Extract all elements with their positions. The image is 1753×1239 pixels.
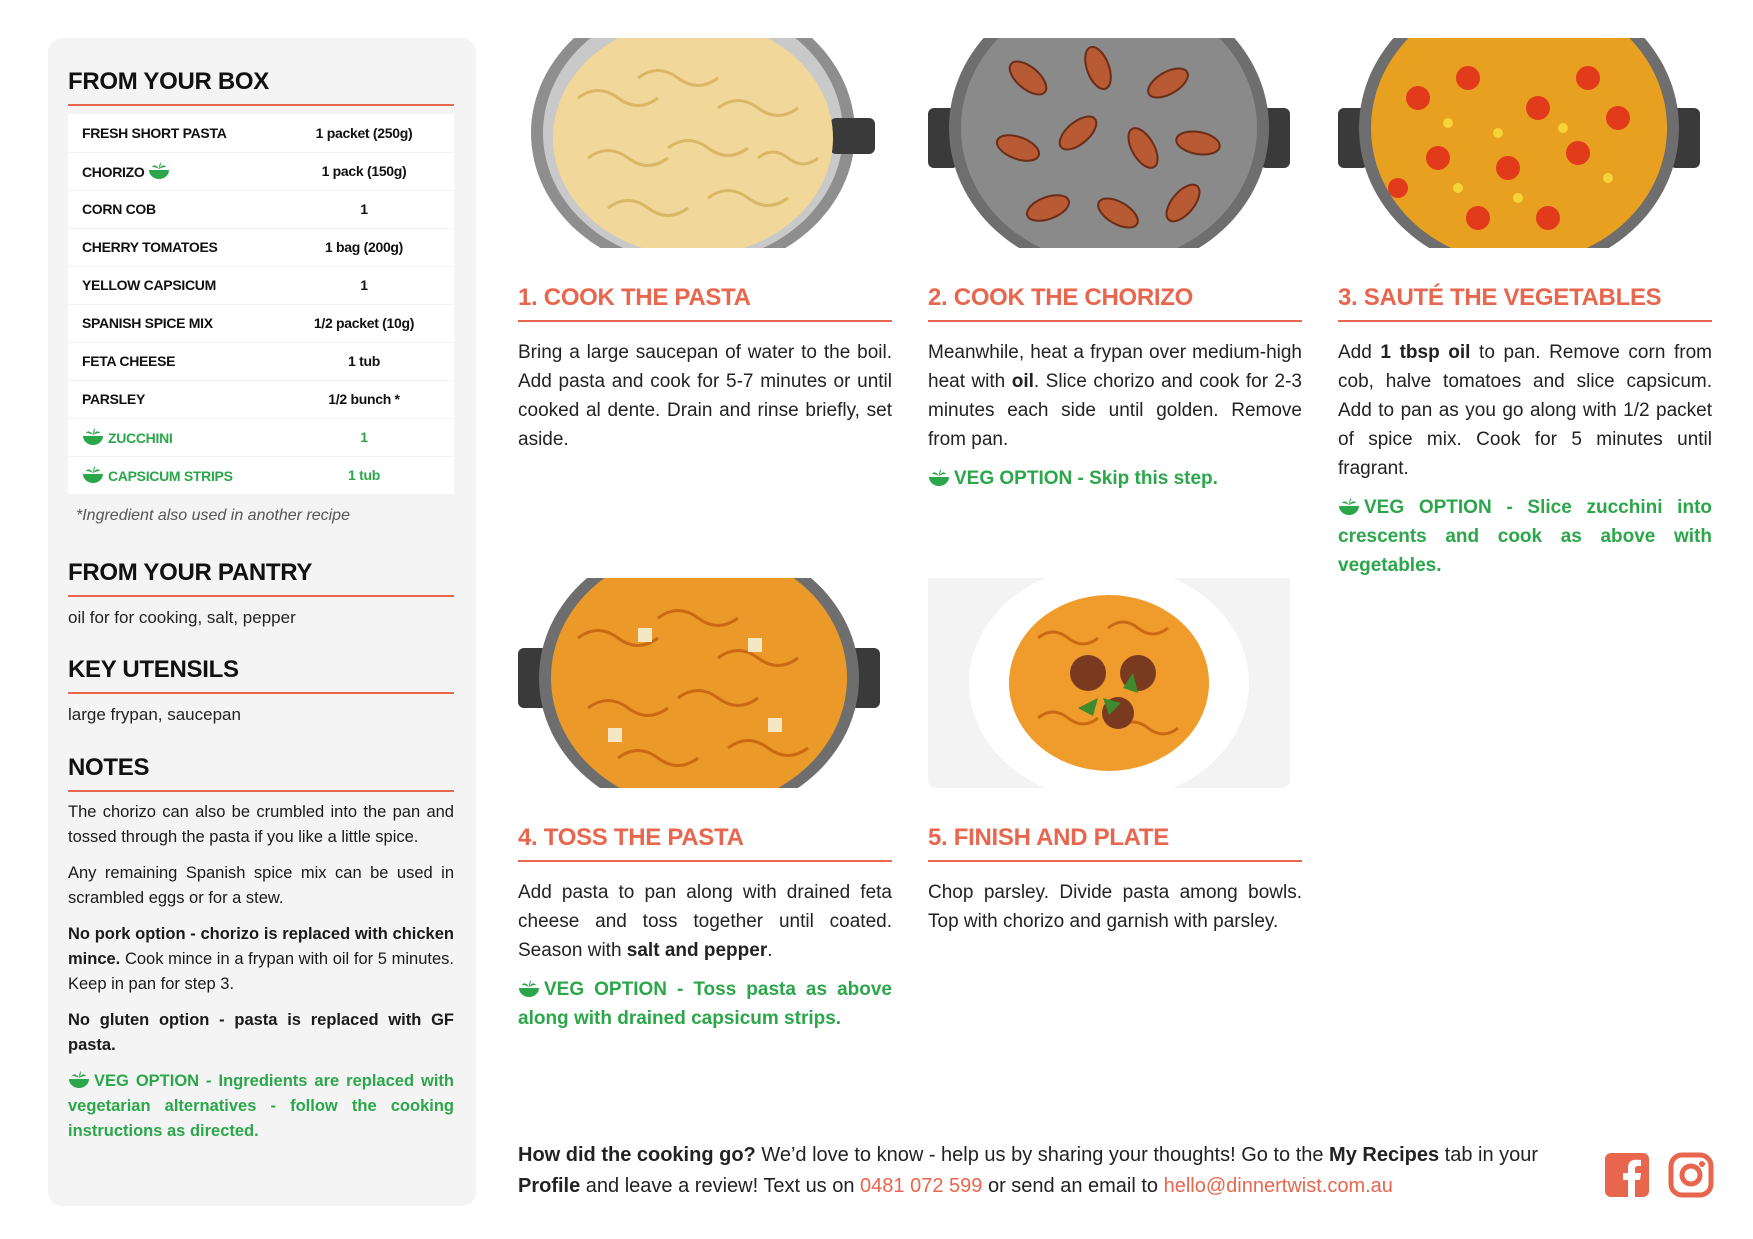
- utensils-text: large frypan, saucepan: [68, 704, 241, 724]
- veg-bowl-icon: [928, 469, 950, 487]
- veg-bowl-icon: [82, 466, 104, 484]
- step-4: [518, 578, 892, 1033]
- step-bold: 1 tbsp oil: [1380, 342, 1471, 363]
- step-text: Add pasta to pan along with drained feta cheese and toss together until coated. Season with: [518, 882, 892, 961]
- phone-link[interactable]: 0481 072 599: [860, 1175, 983, 1197]
- footer-my-recipes: My Recipes: [1329, 1144, 1440, 1166]
- footer-text: or send an email to: [982, 1175, 1164, 1197]
- ingredient-qty: 1: [274, 266, 454, 304]
- step-1: [518, 38, 892, 454]
- note-text: Cook mince in a frypan with oil for 5 minutes. Keep in pan for step 3.: [68, 949, 454, 993]
- veg-note-text: VEG OPTION - Slice zucchini into crescents and cook as above with vegetables.: [1338, 497, 1712, 576]
- table-row: [68, 380, 454, 418]
- ingredient-qty: 1: [274, 190, 454, 228]
- note-paragraph: The chorizo can also be crumbled into the pan and tossed through the pasta if you like a little spice.: [68, 802, 454, 846]
- table-row: [68, 228, 454, 266]
- key-utensils-title: KEY UTENSILS: [68, 656, 454, 694]
- veg-note-text: VEG OPTION - Skip this step.: [954, 468, 1218, 489]
- step-text: .: [767, 940, 773, 961]
- step-4-title: 4. TOSS THE PASTA: [518, 824, 892, 862]
- step-3-body: [1338, 338, 1712, 483]
- ingredient-name: CORN COB: [68, 190, 274, 228]
- veg-bowl-icon: [1338, 498, 1360, 516]
- step-2-photo: [928, 38, 1290, 248]
- step-3: [1338, 38, 1712, 580]
- feedback-footer: [518, 1140, 1578, 1202]
- pantry-text: oil for for cooking, salt, pepper: [68, 607, 296, 627]
- step-text: to pan. Remove corn from cob, halve tomatoes and slice capsicum. Add to pan as you go along with 1/2 packet of spice mix. Cook for 5 minutes until fragrant.: [1338, 342, 1712, 479]
- step-text: Meanwhile, heat a frypan over medium-high heat with: [928, 342, 1302, 392]
- ingredient-name: CHORIZO: [82, 164, 145, 180]
- footer-profile: Profile: [518, 1175, 581, 1197]
- from-your-box-title: FROM YOUR BOX: [68, 68, 454, 106]
- sidebar: [48, 38, 476, 1206]
- ingredient-name: SPANISH SPICE MIX: [68, 304, 274, 342]
- ingredient-qty: 1 tub: [274, 342, 454, 380]
- instagram-icon[interactable]: [1668, 1152, 1714, 1198]
- ingredient-name: FRESH SHORT PASTA: [68, 114, 274, 152]
- ingredient-qty: 1 tub: [274, 456, 454, 494]
- table-row: [68, 342, 454, 380]
- ingredient-qty: 1: [274, 418, 454, 456]
- ingredient-name: YELLOW CAPSICUM: [68, 266, 274, 304]
- step-bold: salt and pepper: [626, 940, 768, 961]
- veg-note-text: VEG OPTION - Toss pasta as above along with drained capsicum strips.: [518, 979, 892, 1029]
- step-5-body: Chop parsley. Divide pasta among bowls. Top with chorizo and garnish with parsley.: [928, 882, 1302, 932]
- ingredient-name: PARSLEY: [68, 380, 274, 418]
- from-your-pantry-title: FROM YOUR PANTRY: [68, 559, 454, 597]
- ingredient-footnote: *Ingredient also used in another recipe: [76, 506, 350, 524]
- step-3-veg-note: [1338, 493, 1712, 580]
- step-1-title: 1. COOK THE PASTA: [518, 284, 892, 322]
- step-1-photo: [518, 38, 880, 248]
- veg-note-text: VEG OPTION - Ingredients are replaced with vegetarian alternatives - follow the cooking instructions as directed.: [68, 1071, 454, 1140]
- step-4-body: [518, 878, 892, 965]
- table-row: [68, 304, 454, 342]
- ingredient-name: CAPSICUM STRIPS: [108, 468, 233, 484]
- ingredient-qty: 1 bag (200g): [274, 228, 454, 266]
- facebook-icon[interactable]: [1604, 1152, 1650, 1198]
- step-1-body: Bring a large saucepan of water to the boil. Add pasta and cook for 5-7 minutes or until cooked al dente. Drain and rinse briefly, set aside.: [518, 342, 892, 450]
- ingredient-qty: 1/2 packet (10g): [274, 304, 454, 342]
- note-paragraph: [68, 1008, 454, 1058]
- veg-bowl-icon: [518, 980, 540, 998]
- footer-text: We’d love to know - help us by sharing your thoughts! Go to the: [755, 1144, 1330, 1166]
- footer-text: tab in your: [1439, 1144, 1539, 1166]
- ingredient-name: ZUCCHINI: [108, 430, 173, 446]
- step-3-photo: [1338, 38, 1700, 248]
- notes-title: NOTES: [68, 754, 454, 792]
- veg-bowl-icon: [82, 428, 104, 446]
- step-4-veg-note: [518, 975, 892, 1033]
- step-2-title: 2. COOK THE CHORIZO: [928, 284, 1302, 322]
- footer-question: How did the cooking go?: [518, 1144, 756, 1166]
- step-2: [928, 38, 1302, 493]
- note-paragraph: Any remaining Spanish spice mix can be used in scrambled eggs or for a stew.: [68, 863, 454, 907]
- step-2-body: [928, 338, 1302, 454]
- table-row: [68, 456, 454, 494]
- veg-note: [68, 1069, 454, 1144]
- ingredients-table: [68, 114, 454, 495]
- table-row: [68, 190, 454, 228]
- table-row: [68, 266, 454, 304]
- step-bold: oil: [1011, 371, 1034, 392]
- step-3-title: 3. SAUTÉ THE VEGETABLES: [1338, 284, 1712, 322]
- step-text: Add: [1338, 342, 1381, 363]
- step-2-veg-note: [928, 464, 1302, 493]
- note-paragraph: [68, 922, 454, 997]
- step-4-photo: [518, 578, 880, 788]
- footer-text: and leave a review! Text us on: [580, 1175, 861, 1197]
- step-5: [928, 578, 1302, 936]
- ingredient-name: FETA CHEESE: [68, 342, 274, 380]
- table-row: [68, 114, 454, 152]
- ingredient-qty: 1 packet (250g): [274, 114, 454, 152]
- email-link[interactable]: hello@dinnertwist.com.au: [1163, 1175, 1393, 1197]
- note-bold: No gluten option - pasta is replaced with GF pasta.: [68, 1010, 454, 1054]
- note-bold: No pork option - chorizo is replaced with chicken mince.: [68, 924, 454, 968]
- ingredient-qty: 1 pack (150g): [274, 152, 454, 190]
- table-row: [68, 418, 454, 456]
- notes-body: [68, 800, 454, 1144]
- step-text: . Slice chorizo and cook for 2-3 minutes each side until golden. Remove from pan.: [928, 371, 1303, 450]
- ingredient-qty: 1/2 bunch *: [274, 380, 454, 418]
- table-row: [68, 152, 454, 190]
- ingredient-name: CHERRY TOMATOES: [68, 228, 274, 266]
- step-5-photo: [928, 578, 1290, 788]
- veg-bowl-icon: [68, 1071, 90, 1089]
- step-5-title: 5. FINISH AND PLATE: [928, 824, 1302, 862]
- veg-bowl-icon: [148, 162, 170, 180]
